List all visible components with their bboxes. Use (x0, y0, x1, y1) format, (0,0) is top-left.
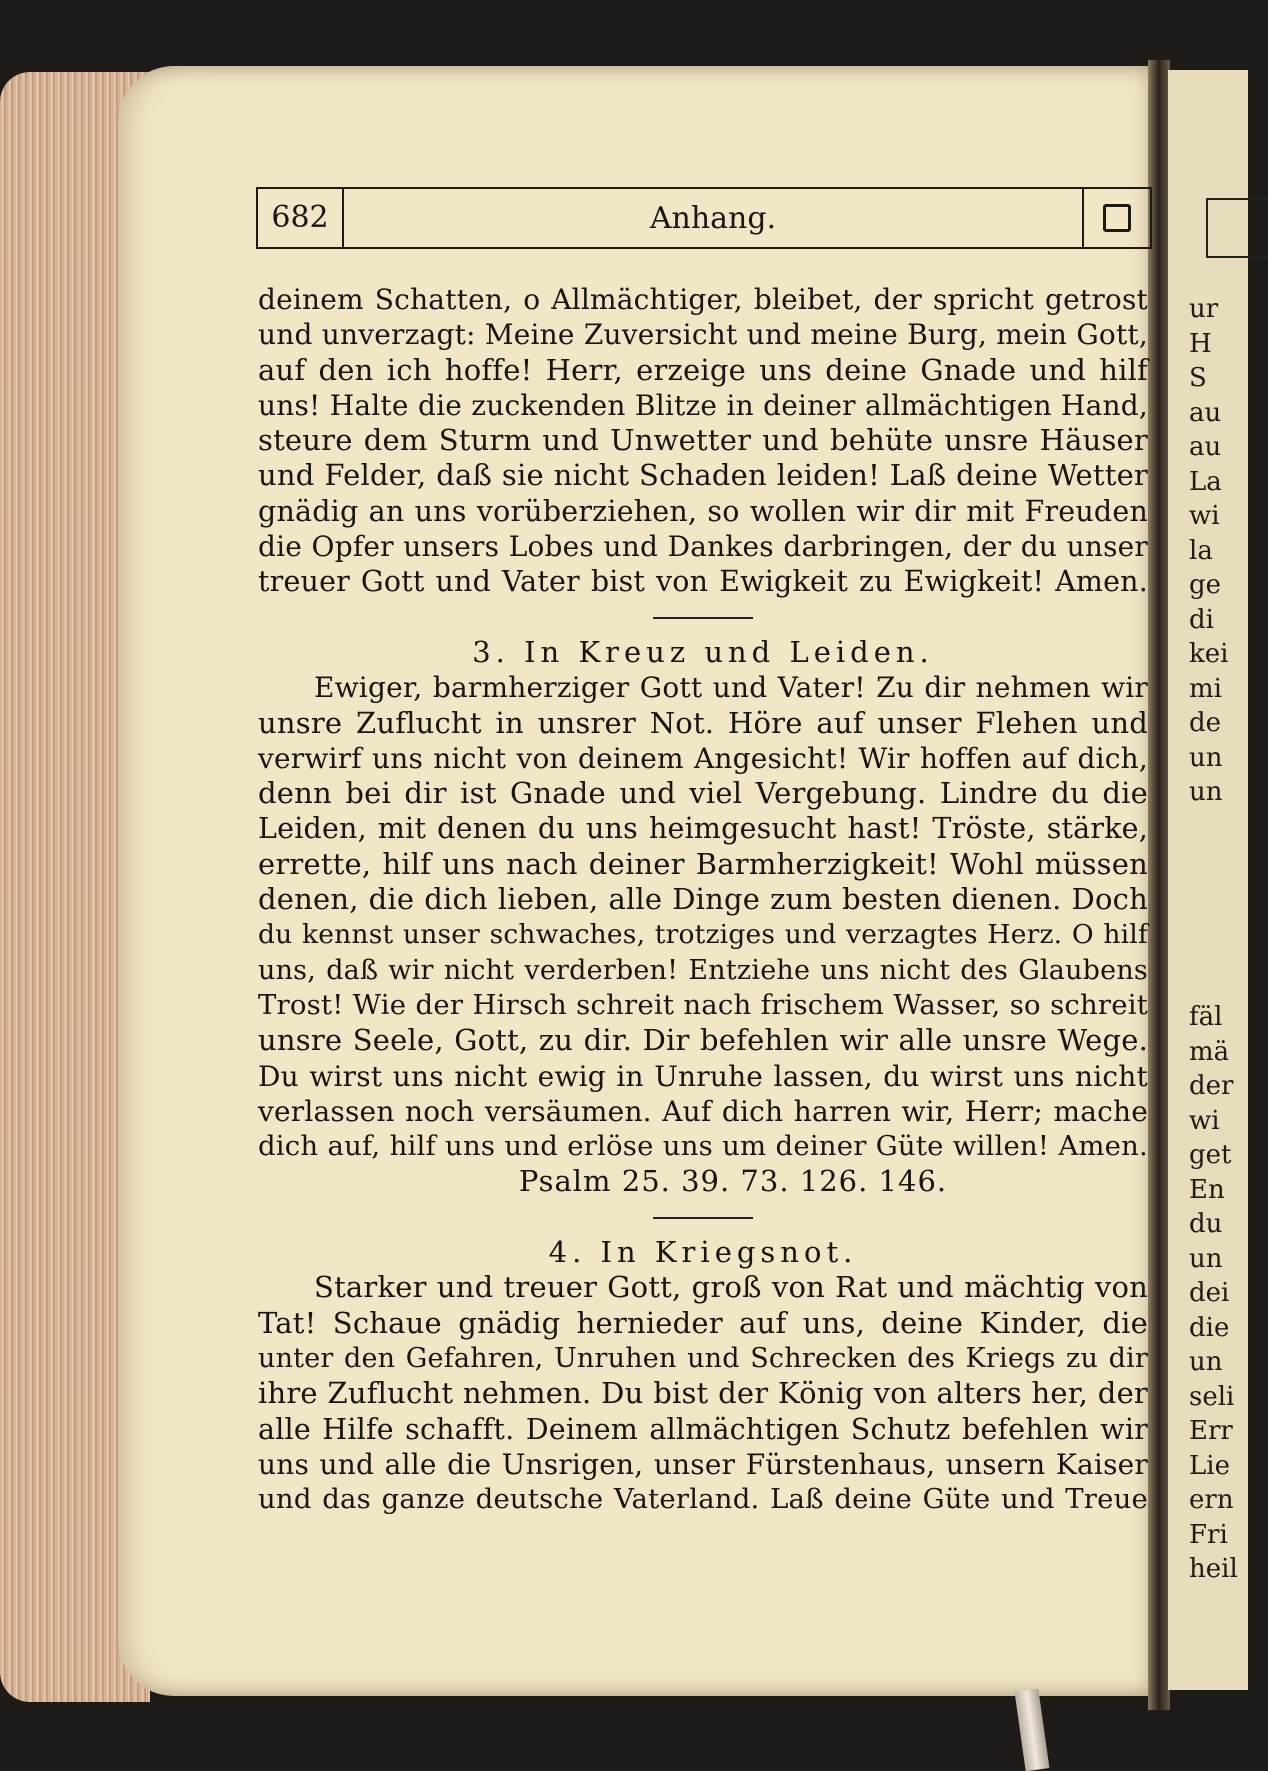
text-line: uns, daß wir nicht verderben! Entziehe uns nicht des Glaubens (258, 954, 1148, 986)
right-page-fragment-line: un (1189, 742, 1223, 773)
text-line: uns! Halte die zuckenden Blitze in deiner allmächtigen Hand, (258, 388, 1148, 422)
right-page-fragment-line: wi (1189, 1105, 1220, 1136)
text-line: dich auf, hilf uns und erlöse uns um deiner Güte willen! Amen. (258, 1130, 1148, 1163)
text-line: du kennst unser schwaches, trotziges und verzagtes Herz. O hilf (258, 919, 1148, 951)
right-page-fragment-line: fäl (1189, 1002, 1223, 1032)
right-page-fragment-line: la (1189, 535, 1213, 566)
text-line: Starker und treuer Gott, groß von Rat und mächtig von (314, 1270, 1148, 1305)
paragraph-storm-prayer-end (258, 282, 1148, 600)
text-line: die Opfer unsers Lobes und Dankes darbringen, der du unser (258, 530, 1148, 564)
header-rule (256, 247, 1152, 249)
text-line: und das ganze deutsche Vaterland. Laß deine Güte und Treue (258, 1483, 1148, 1516)
right-page-fragment-line: au (1189, 397, 1222, 428)
right-page-fragment-line: un (1189, 1347, 1223, 1377)
text-line: Trost! Wie der Hirsch schreit nach frischem Wasser, so schreit (258, 988, 1148, 1021)
text-line: Leiden, mit denen du uns heimgesucht hast! Tröste, stärke, (258, 812, 1148, 846)
right-page-fragment-line: get (1189, 1140, 1232, 1170)
right-page-fragment-line: En (1189, 1174, 1225, 1205)
text-line: errette, hilf uns nach deiner Barmherzigkeit! Wohl müssen (258, 846, 1148, 881)
text-line: denn bei dir ist Gnade und viel Vergebung. Lindre du die (258, 776, 1148, 811)
right-page-fragment (1168, 70, 1248, 1690)
right-page-fragment-line: seli (1189, 1381, 1235, 1412)
text-line: Tat! Schaue gnädig hernieder auf uns, deine Kinder, die (258, 1305, 1148, 1340)
right-page-fragment-line: au (1189, 432, 1222, 462)
text-line: uns und alle die Unsrigen, unser Fürstenhaus, unsern Kaiser (258, 1447, 1148, 1481)
section-divider (258, 600, 1148, 635)
running-title: Anhang. (649, 200, 777, 236)
bookmark-ribbon (1015, 1689, 1050, 1771)
text-line: verwirf uns nicht von deinem Angesicht! Wir hoffen auf dich, (258, 741, 1148, 775)
text-line: und unverzagt: Meine Zuversicht und meine Burg, mein Gott, (258, 318, 1148, 352)
right-page-fragment-line: mi (1189, 673, 1222, 704)
right-page-fragment-line: La (1189, 466, 1222, 497)
text-line: unsre Zuflucht in unsrer Not. Höre auf unser Flehen und (258, 705, 1148, 740)
right-page-fragment-line: Fri (1189, 1519, 1228, 1550)
square-outline-icon (1082, 189, 1150, 247)
right-page-fragment-line: kei (1189, 639, 1229, 669)
right-page-fragment-line: H (1189, 328, 1212, 359)
text-line: Du wirst uns nicht ewig in Unruhe lassen, du wirst uns nicht (258, 1059, 1148, 1093)
text-line: verlassen noch versäumen. Auf dich harren wir, Herr; mache (258, 1094, 1148, 1128)
book-gutter (1148, 60, 1170, 1710)
right-page-fragment-line: dei (1189, 1278, 1230, 1308)
right-page-fragment-line: Err (1189, 1416, 1233, 1446)
right-page-fragment-line: di (1189, 604, 1214, 635)
page-body (258, 282, 1148, 1517)
page-header (256, 187, 1152, 249)
right-page-fragment-line: ge (1189, 570, 1222, 600)
paragraph-cross-and-suffering (258, 670, 1148, 1164)
psalm-reference: Psalm 25. 39. 73. 126. 146. (518, 1164, 948, 1199)
text-line: denen, die dich lieben, alle Dinge zum besten dienen. Doch (258, 882, 1148, 917)
right-page-fragment-line: wi (1189, 501, 1220, 531)
text-line: unter den Gefahren, Unruhen und Schrecken des Kriegs zu dir (258, 1342, 1148, 1374)
right-page-text-top (1189, 292, 1249, 810)
section-heading-4: 4. In Kriegsnot. (548, 1235, 858, 1270)
text-line: treuer Gott und Vater bist von Ewigkeit zu Ewigkeit! Amen. (258, 565, 1148, 599)
right-page-fragment-line: die (1189, 1312, 1230, 1343)
right-page-fragment-line: de (1189, 708, 1222, 738)
page-number: 682 (258, 189, 344, 247)
section-divider (258, 1200, 1148, 1235)
right-page-fragment-line: un (1189, 1243, 1223, 1274)
right-page-fragment-line: Lie (1189, 1450, 1230, 1481)
text-line: alle Hilfe schafft. Deinem allmächtigen Schutz befehlen wir (258, 1412, 1148, 1446)
text-line: Ewiger, barmherziger Gott und Vater! Zu dir nehmen wir (314, 671, 1148, 705)
right-page-fragment-line: S (1189, 363, 1207, 393)
right-page-fragment-line: heil (1189, 1554, 1238, 1584)
right-page-fragment-line: du (1189, 1209, 1223, 1239)
right-page-text-bottom (1189, 1000, 1249, 1587)
text-line: auf den ich hoffe! Herr, erzeige uns deine Gnade und hilf (258, 352, 1148, 387)
right-page-fragment-line: ur (1189, 294, 1219, 324)
text-line: steure dem Sturm und Unwetter und behüte unsre Häuser (258, 423, 1148, 458)
right-page-fragment-line: ern (1189, 1485, 1234, 1515)
text-line: gnädig an uns vorüberziehen, so wollen wir dir mit Freuden (258, 494, 1148, 528)
text-line: ihre Zuflucht nehmen. Du bist der König von alters her, der (258, 1376, 1148, 1411)
right-page-header-box (1206, 198, 1268, 258)
paragraph-war-prayer (258, 1270, 1148, 1517)
text-line: deinem Schatten, o Allmächtiger, bleibet, der spricht getrost (258, 283, 1148, 316)
right-page-fragment-line: mä (1189, 1036, 1230, 1067)
text-line: unsre Seele, Gott, zu dir. Dir befehlen wir alle unsre Wege. (258, 1023, 1148, 1058)
section-heading-3: 3. In Kreuz und Leiden. (472, 634, 934, 669)
right-page-fragment-line: der (1189, 1071, 1234, 1101)
text-line: und Felder, daß sie nicht Schaden leiden! Laß deine Wetter (258, 458, 1148, 493)
right-page-fragment-line: un (1189, 777, 1223, 807)
